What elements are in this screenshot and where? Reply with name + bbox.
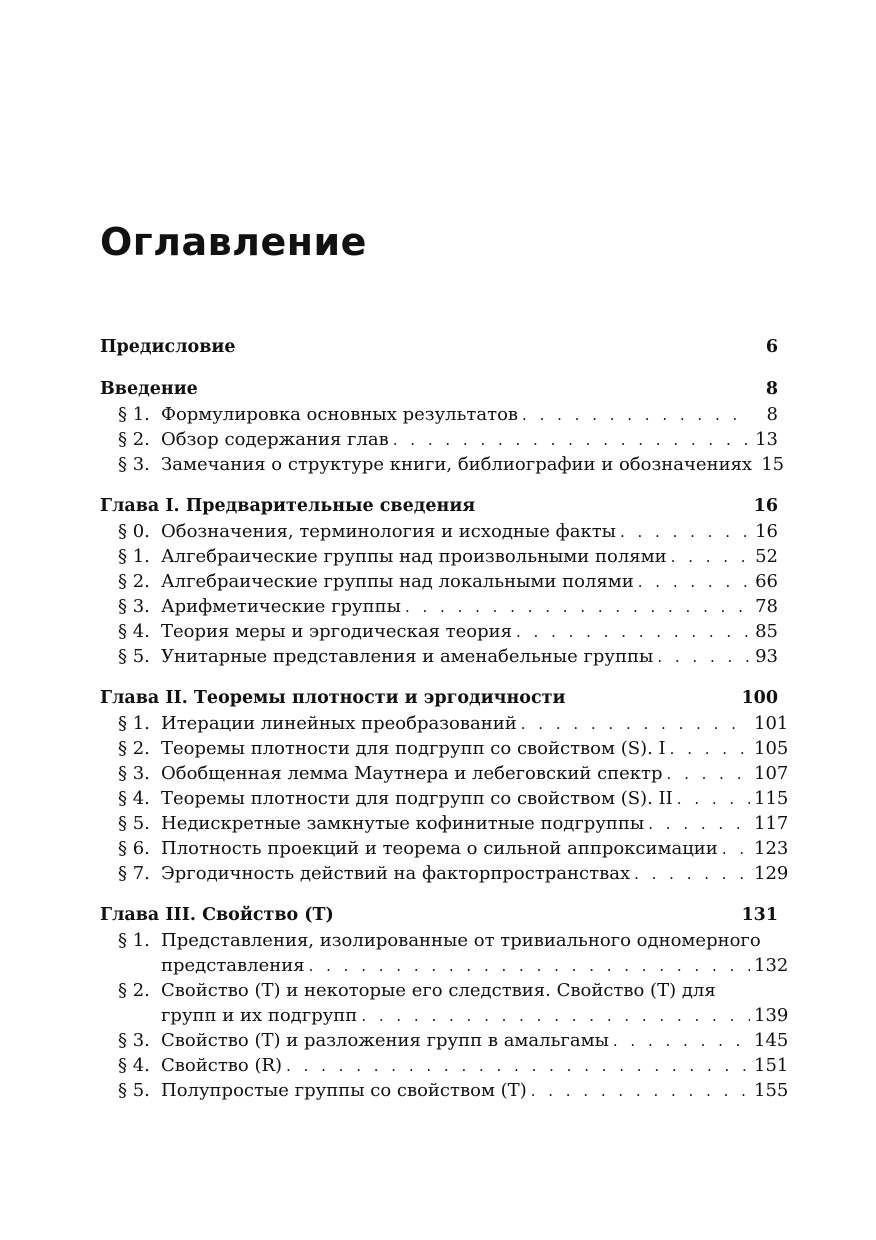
toc-section-row-continued[interactable] xyxy=(100,1003,789,1028)
section-number: § 7. xyxy=(118,863,150,884)
section-page-number: 151 xyxy=(754,1055,789,1076)
toc-group xyxy=(100,903,789,1103)
section-number: § 3. xyxy=(118,1030,150,1051)
dot-leader xyxy=(522,403,750,428)
toc-section-row[interactable] xyxy=(100,736,789,761)
section-title: Обобщенная лемма Маутнера и лебеговский спектр xyxy=(161,763,663,784)
section-title: Теоремы плотности для подгрупп со свойством (S). I xyxy=(161,738,666,759)
dot-leader xyxy=(648,812,750,837)
section-page-number: 115 xyxy=(754,788,789,809)
section-page-number: 129 xyxy=(754,863,789,884)
chapter-title: Глава III. Свойство (T) xyxy=(100,905,334,925)
section-number: § 6. xyxy=(118,838,150,859)
toc-group xyxy=(100,377,785,477)
toc-section-row[interactable] xyxy=(100,761,789,786)
section-number: § 0. xyxy=(118,521,150,542)
section-number: § 2. xyxy=(118,738,150,759)
section-page-number: 78 xyxy=(755,596,778,617)
section-title: Свойство (T) и некоторые его следствия. Свойство (T) для xyxy=(161,980,716,1001)
dot-leader xyxy=(531,1079,750,1104)
section-number: § 3. xyxy=(118,596,150,617)
section-page-number: 15 xyxy=(761,454,785,475)
section-number: § 4. xyxy=(118,788,150,809)
toc-section-row[interactable] xyxy=(100,544,778,569)
section-page-number: 8 xyxy=(766,404,778,425)
section-title: Недискретные замкнутые кофинитные подгруппы xyxy=(161,813,645,834)
section-number: § 1. xyxy=(118,713,150,734)
section-title: Теоремы плотности для подгрупп со свойством (S). II xyxy=(161,788,673,809)
dot-leader xyxy=(613,1029,750,1054)
section-title-continued: представления xyxy=(161,955,305,976)
toc-section-row[interactable] xyxy=(100,402,778,427)
section-number: § 1. xyxy=(118,404,150,425)
page-title: Оглавление xyxy=(100,220,367,264)
toc-section-row[interactable] xyxy=(100,811,789,836)
section-number: § 1. xyxy=(118,930,150,951)
toc-section-row[interactable] xyxy=(100,836,789,861)
section-page-number: 16 xyxy=(755,521,778,542)
chapter-title: Глава II. Теоремы плотности и эргодичности xyxy=(100,688,566,708)
section-title: Обозначения, терминология и исходные факты xyxy=(161,521,616,542)
section-page-number: 117 xyxy=(754,813,789,834)
toc-section-row[interactable] xyxy=(100,978,778,1003)
section-title: Эргодичность действий на факторпространствах xyxy=(161,863,631,884)
section-page-number: 52 xyxy=(755,546,778,567)
section-page-number: 13 xyxy=(755,429,778,450)
chapter-page-number: 131 xyxy=(741,905,778,925)
chapter-title: Введение xyxy=(100,379,198,399)
dot-leader xyxy=(361,1004,750,1029)
dot-leader xyxy=(309,954,750,979)
dot-leader xyxy=(657,645,750,670)
section-number: § 4. xyxy=(118,621,150,642)
toc-section-row[interactable] xyxy=(100,519,778,544)
section-number: § 2. xyxy=(118,429,150,450)
toc-section-row[interactable] xyxy=(100,644,778,669)
toc-group xyxy=(100,686,789,886)
section-number: § 2. xyxy=(118,571,150,592)
dot-leader xyxy=(677,787,750,812)
section-title: Формулировка основных результатов xyxy=(161,404,519,425)
section-number: § 5. xyxy=(118,646,150,667)
toc-section-row[interactable] xyxy=(100,1078,789,1103)
dot-leader xyxy=(516,620,750,645)
toc-section-row[interactable] xyxy=(100,569,778,594)
section-title: Арифметические группы xyxy=(161,596,401,617)
toc-group xyxy=(100,335,778,360)
section-title: Теория меры и эргодическая теория xyxy=(161,621,512,642)
dot-leader xyxy=(638,570,750,595)
dot-leader xyxy=(671,545,750,570)
section-title: Замечания о структуре книги, библиографии и обозначениях xyxy=(161,454,753,475)
dot-leader xyxy=(405,595,750,620)
section-title-continued: групп и их подгрупп xyxy=(161,1005,358,1026)
chapter-page-number: 16 xyxy=(753,496,778,516)
dot-leader xyxy=(393,428,750,453)
section-title: Алгебраические группы над произвольными полями xyxy=(161,546,667,567)
toc-section-row[interactable] xyxy=(100,427,778,452)
section-title: Представления, изолированные от тривиального одномерного xyxy=(161,930,761,951)
table-of-contents xyxy=(100,335,789,1120)
section-page-number: 93 xyxy=(755,646,778,667)
chapter-page-number: 6 xyxy=(765,337,778,357)
section-page-number: 66 xyxy=(755,571,778,592)
toc-section-row[interactable] xyxy=(100,619,778,644)
toc-group xyxy=(100,494,778,669)
section-title: Свойство (T) и разложения групп в амальгамы xyxy=(161,1030,609,1051)
section-page-number: 123 xyxy=(754,838,789,859)
toc-section-row-continued[interactable] xyxy=(100,953,789,978)
section-title: Полупростые группы со свойством (T) xyxy=(161,1080,527,1101)
toc-section-row[interactable] xyxy=(100,1028,789,1053)
dot-leader xyxy=(620,520,750,545)
section-title: Итерации линейных преобразований xyxy=(161,713,517,734)
section-title: Обзор содержания глав xyxy=(161,429,389,450)
section-page-number: 145 xyxy=(754,1030,789,1051)
section-page-number: 132 xyxy=(754,955,789,976)
section-title: Алгебраические группы над локальными полями xyxy=(161,571,634,592)
toc-section-row[interactable] xyxy=(100,928,778,953)
section-page-number: 155 xyxy=(754,1080,789,1101)
chapter-page-number: 8 xyxy=(765,379,778,399)
chapter-page-number: 100 xyxy=(741,688,778,708)
toc-chapter-row[interactable] xyxy=(100,494,778,519)
section-page-number: 85 xyxy=(755,621,778,642)
toc-chapter-row[interactable] xyxy=(100,335,778,360)
dot-leader xyxy=(667,762,750,787)
section-number: § 3. xyxy=(118,454,150,475)
section-number: § 5. xyxy=(118,813,150,834)
dot-leader xyxy=(521,712,750,737)
toc-chapter-row[interactable] xyxy=(100,686,778,711)
section-number: § 3. xyxy=(118,763,150,784)
toc-section-row[interactable] xyxy=(100,711,789,736)
section-page-number: 107 xyxy=(754,763,789,784)
toc-chapter-row[interactable] xyxy=(100,377,778,402)
chapter-title: Предисловие xyxy=(100,337,236,357)
chapter-title: Глава I. Предварительные сведения xyxy=(100,496,476,516)
toc-section-row[interactable] xyxy=(100,452,785,477)
section-page-number: 101 xyxy=(754,713,789,734)
section-title: Плотность проекций и теорема о сильной аппроксимации xyxy=(161,838,718,859)
section-number: § 2. xyxy=(118,980,150,1001)
dot-leader xyxy=(670,737,750,762)
toc-section-row[interactable] xyxy=(100,861,789,886)
section-title: Унитарные представления и аменабельные группы xyxy=(161,646,654,667)
toc-chapter-row[interactable] xyxy=(100,903,778,928)
toc-section-row[interactable] xyxy=(100,1053,789,1078)
dot-leader xyxy=(286,1054,750,1079)
toc-section-row[interactable] xyxy=(100,594,778,619)
dot-leader xyxy=(634,862,750,887)
section-title: Свойство (R) xyxy=(161,1055,283,1076)
section-number: § 1. xyxy=(118,546,150,567)
section-page-number: 139 xyxy=(754,1005,789,1026)
section-number: § 5. xyxy=(118,1080,150,1101)
section-number: § 4. xyxy=(118,1055,150,1076)
dot-leader xyxy=(722,837,750,862)
section-page-number: 105 xyxy=(754,738,789,759)
toc-section-row[interactable] xyxy=(100,786,789,811)
